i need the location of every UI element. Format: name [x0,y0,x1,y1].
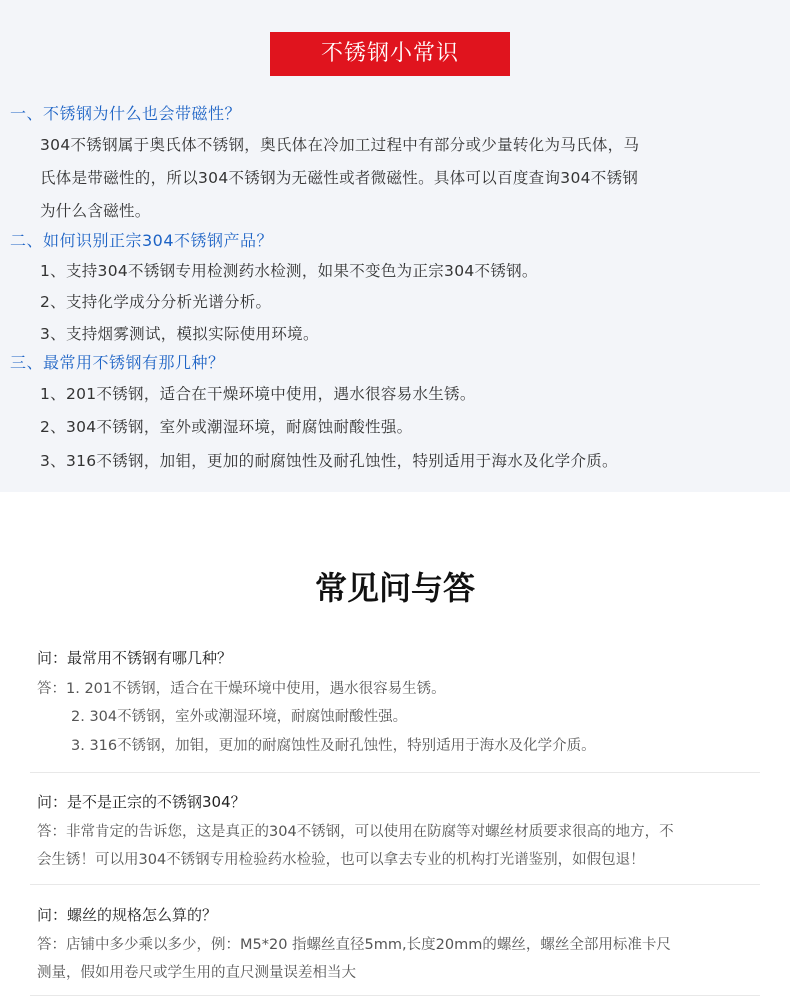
section-line: 为什么含磁性。 [40,202,151,220]
knowledge-panel [0,0,790,492]
section-line: 3、支持烟雾测试，模拟实际使用环境。 [40,325,319,343]
faq-question: 问：是不是正宗的不锈钢304？ [37,793,246,811]
section-line: 2、304不锈钢，室外或潮湿环境，耐腐蚀耐酸性强。 [40,418,413,436]
section-heading-magnetism: 一、不锈钢为什么也会带磁性？ [10,104,242,123]
section-heading-identify: 二、如何识别正宗304不锈钢产品？ [10,231,274,250]
section-heading-types: 三、最常用不锈钢有那几种？ [10,353,225,372]
faq-answer-line: 答：非常肯定的告诉您，这是真正的304不锈钢，可以使用在防腐等对螺丝材质要求很高的地方，不 [37,824,674,840]
faq-question: 问：最常用不锈钢有哪几种？ [37,649,233,667]
section-line: 304不锈钢属于奥氏体不锈钢，奥氏体在冷加工过程中有部分或少量转化为马氏体，马 [40,136,640,154]
faq-divider [30,884,760,885]
section-line: 1、201不锈钢，适合在干燥环境中使用，遇水很容易水生锈。 [40,385,476,403]
knowledge-banner: 不锈钢小常识 [270,32,510,76]
section-line: 1、支持304不锈钢专用检测药水检测，如果不变色为正宗304不锈钢。 [40,262,538,280]
faq-answer-line: 答：店铺中多少乘以多少，例：M5*20 指螺丝直径5mm,长度20mm的螺丝，螺丝全部用标准卡尺 [37,937,671,953]
section-line: 3、316不锈钢，加钼，更加的耐腐蚀性及耐孔蚀性，特别适用于海水及化学介质。 [40,452,618,470]
faq-divider [30,772,760,773]
faq-divider [30,995,760,996]
faq-answer-line: 3. 316不锈钢，加钼，更加的耐腐蚀性及耐孔蚀性，特别适用于海水及化学介质。 [71,738,596,754]
faq-answer-line: 答：1. 201不锈钢，适合在干燥环境中使用，遇水很容易生锈。 [37,681,446,697]
faq-answer-line: 会生锈！可以用304不锈钢专用检验药水检验，也可以拿去专业的机构打光谱鉴别，如假包退！ [37,852,645,868]
faq-answer-line: 2. 304不锈钢，室外或潮湿环境，耐腐蚀耐酸性强。 [71,709,408,725]
section-line: 氏体是带磁性的，所以304不锈钢为无磁性或者微磁性。具体可以百度查询304不锈钢 [40,169,639,187]
faq-question: 问：螺丝的规格怎么算的？ [37,906,218,924]
faq-answer-line: 测量，假如用卷尺或学生用的直尺测量误差相当大 [37,965,356,981]
faq-title: 常见问与答 [314,569,475,607]
section-line: 2、支持化学成分分析光谱分析。 [40,293,272,311]
